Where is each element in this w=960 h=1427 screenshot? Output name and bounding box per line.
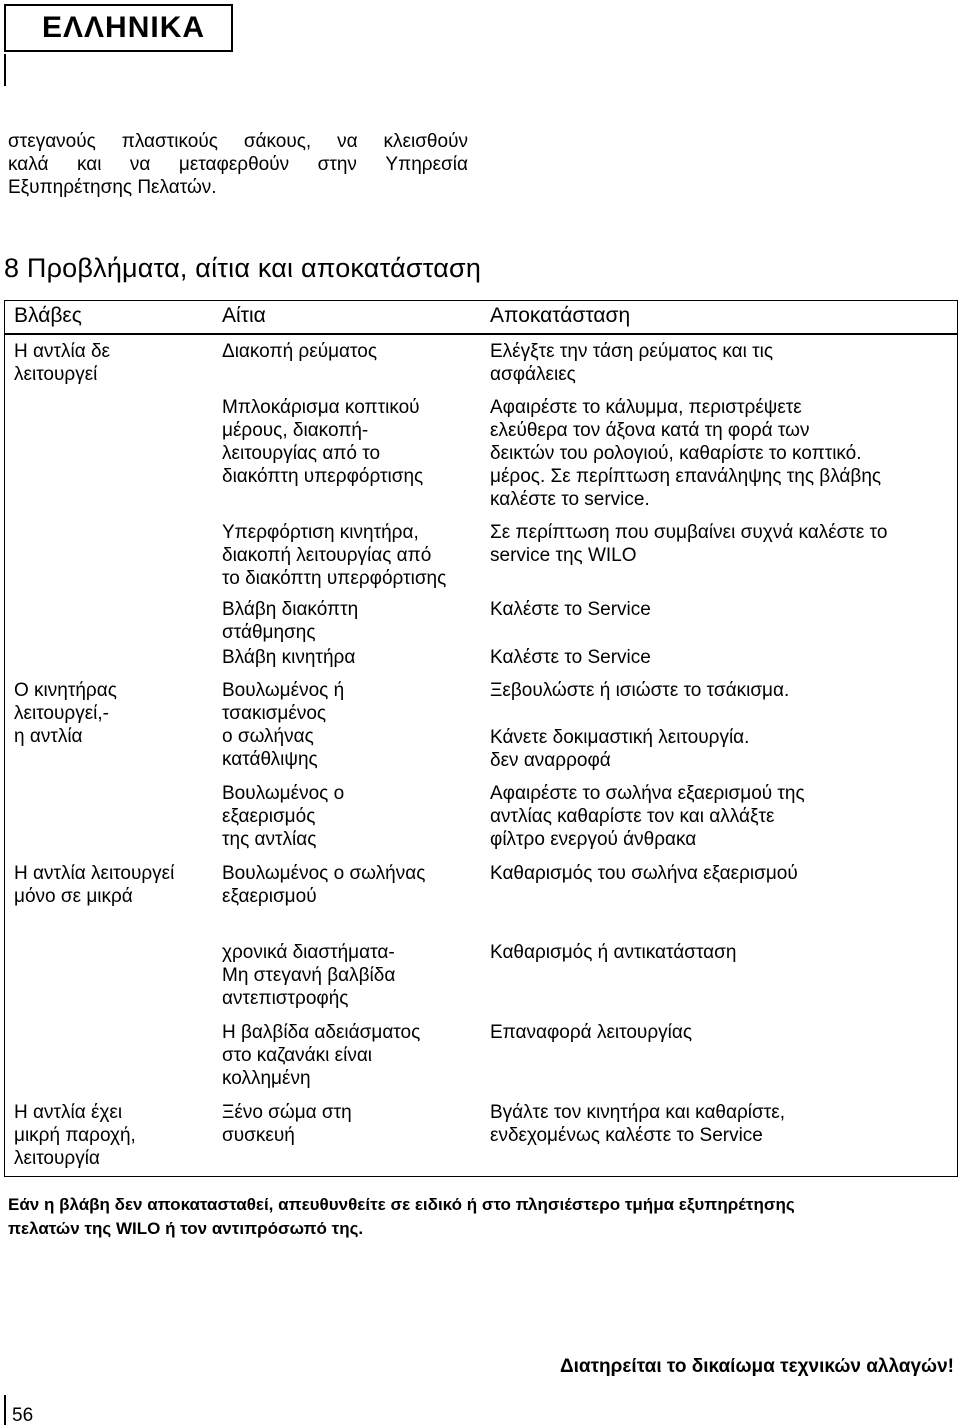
remedy-line: Βγάλτε τον κινητήρα και καθαρίστε,: [490, 1102, 785, 1123]
remedy-cell: [490, 521, 887, 567]
remedy-line: service της WILO: [490, 545, 637, 566]
remedy-line: καλέστε το service.: [490, 489, 650, 510]
cause-cell: [222, 598, 358, 644]
cause-line: το διακόπτη υπερφόρτισης: [222, 568, 447, 589]
fault-line: Η αντλία λειτουργεί: [14, 863, 175, 884]
fault-line: λειτουργεί,-: [14, 703, 109, 724]
intro-line: [8, 176, 468, 199]
intro-paragraph: [8, 130, 468, 199]
cause-line: Μη στεγανή βαλβίδα: [222, 965, 396, 986]
cause-cell: [222, 1101, 352, 1147]
fault-line: μόνο σε μικρά: [14, 886, 133, 907]
cause-cell: [222, 521, 446, 590]
cause-cell: [222, 1021, 420, 1090]
remedy-line: Ελέγξτε την τάση ρεύματος και τις: [490, 341, 774, 362]
intro-word: Υπηρεσία: [385, 154, 468, 175]
fault-line: Η αντλία έχει: [14, 1102, 123, 1123]
intro-word: να: [129, 154, 151, 175]
cause-line: συσκευή: [222, 1125, 295, 1146]
intro-word: και: [76, 154, 102, 175]
remedy-line: δεικτών του ρολογιού, καθαρίστε το κοπτικό.: [490, 443, 862, 464]
language-label: ΕΛΛΗΝΙΚΑ: [4, 4, 233, 52]
remedy-line: φίλτρο ενεργού άνθρακα: [490, 829, 697, 850]
remedy-cell: [490, 941, 736, 964]
intro-line: [8, 130, 468, 153]
remedy-line: Αφαιρέστε το κάλυμμα, περιστρέψετε: [490, 397, 802, 418]
cause-line: εξαερισμός: [222, 806, 316, 827]
intro-word: να: [337, 131, 358, 152]
cause-line: μέρους, διακοπή-: [222, 420, 369, 441]
cause-cell: [222, 340, 377, 363]
remedy-line: Ξεβουλώστε ή ισιώστε το τσάκισμα.: [490, 680, 790, 701]
fault-line: μικρή παροχή,: [14, 1125, 136, 1146]
intro-word: καλά: [8, 154, 49, 175]
remedy-line: δεν αναρροφά: [490, 750, 611, 771]
fault-line: λειτουργεί: [14, 364, 98, 385]
remedy-line: αντλίας καθαρίστε τον και αλλάξτε: [490, 806, 775, 827]
cause-line: Βουλωμένος ο σωλήνας: [222, 863, 426, 884]
intro-word: σάκους,: [243, 131, 312, 152]
cause-line: χρονικά διαστήματα-: [222, 942, 395, 963]
cause-line: κατάθλιψης: [222, 749, 318, 770]
page-number: 56: [12, 1405, 34, 1426]
fault-cell: [14, 340, 110, 386]
service-note-line: Εάν η βλάβη δεν αποκατασταθεί, απευθυνθείτε σε ειδικό ή στο πλησιέστερο τμήμα εξυπηρέτησης: [8, 1195, 795, 1214]
remedy-line: μέρος. Σε περίπτωση επανάληψης της βλάβης: [490, 466, 882, 487]
remedy-line: ελεύθερα τον άξονα κατά τη φορά των: [490, 420, 810, 441]
intro-word: πλαστικούς: [121, 131, 218, 152]
remedy-cell: [490, 340, 773, 386]
remedy-cell: [490, 1021, 692, 1044]
remedy-line: Καλέστε το Service: [490, 647, 651, 668]
rights-note: Διατηρείται το δικαίωμα τεχνικών αλλαγών!: [559, 1356, 954, 1377]
intro-word: μεταφερθούν: [178, 154, 290, 175]
remedy-cell: [490, 396, 881, 511]
remedy-line: Κάνετε δοκιμαστική λειτουργία.: [490, 727, 750, 748]
intro-line: [8, 153, 468, 176]
remedy-cell: [490, 862, 798, 885]
page-number-rule: [4, 1395, 6, 1425]
remedy-line: Καλέστε το Service: [490, 599, 651, 620]
intro-word: στεγανούς: [8, 131, 96, 152]
remedy-cell: [490, 679, 789, 702]
cause-line: Βλάβη κινητήρα: [222, 647, 356, 668]
cause-cell: [222, 679, 344, 771]
remedy-cell: [490, 782, 805, 851]
cause-line: εξαερισμού: [222, 886, 317, 907]
fault-cell: [14, 1101, 136, 1170]
remedy-line: ενδεχομένως καλέστε το Service: [490, 1125, 763, 1146]
remedy-line: Επαναφορά λειτουργίας: [490, 1022, 692, 1043]
fault-line: Ο κινητήρας: [14, 680, 117, 701]
intro-word: στην: [317, 154, 357, 175]
remedy-line: Καθαρισμός ή αντικατάσταση: [490, 942, 737, 963]
cause-line: Βλάβη διακόπτη: [222, 599, 359, 620]
remedy-cell: [490, 1101, 785, 1147]
header-divider: [4, 333, 958, 335]
remedy-cell: [490, 598, 651, 621]
cause-cell: [222, 396, 423, 488]
remedy-line: Σε περίπτωση που συμβαίνει συχνά καλέστε το: [490, 522, 888, 543]
cause-line: στάθμησης: [222, 622, 316, 643]
cause-line: ο σωλήνας: [222, 726, 314, 747]
remedy-line: Καθαρισμός του σωλήνα εξαερισμού: [490, 863, 798, 884]
cause-line: Μπλοκάρισμα κοπτικού: [222, 397, 420, 418]
header-causes: Αίτια: [222, 304, 266, 327]
cause-line: αντεπιστροφής: [222, 988, 349, 1009]
remedy-cell: [490, 726, 749, 772]
cause-line: τσακισμένος: [222, 703, 327, 724]
cause-cell: [222, 862, 425, 908]
troubleshooting-table: [4, 300, 958, 1177]
header-faults: Βλάβες: [14, 304, 82, 327]
cause-cell: [222, 646, 355, 669]
cause-line: κολλημένη: [222, 1068, 311, 1089]
fault-cell: [14, 679, 117, 748]
cause-line: Η βαλβίδα αδειάσματος: [222, 1022, 421, 1043]
fault-cell: [14, 862, 174, 908]
cause-line: Βουλωμένος ο: [222, 783, 345, 804]
cause-line: της αντλίας: [222, 829, 317, 850]
fault-line: λειτουργία: [14, 1148, 100, 1169]
service-note-line: πελατών της WILO ή τον αντιπρόσωπό της.: [8, 1219, 364, 1238]
cause-line: Διακοπή ρεύματος: [222, 341, 377, 362]
intro-word: Εξυπηρέτησης Πελατών.: [8, 177, 217, 198]
cause-line: στο καζανάκι είναι: [222, 1045, 373, 1066]
margin-rule: [4, 54, 6, 86]
section-title: 8 Προβλήματα, αίτια και αποκατάσταση: [4, 253, 482, 283]
header-remedy: Αποκατάσταση: [490, 304, 631, 327]
cause-line: Βουλωμένος ή: [222, 680, 345, 701]
cause-line: Ξένο σώμα στη: [222, 1102, 352, 1123]
cause-line: διακόπτη υπερφόρτισης: [222, 466, 424, 487]
remedy-line: Αφαιρέστε το σωλήνα εξαερισμού της: [490, 783, 805, 804]
cause-line: λειτουργίας από το: [222, 443, 381, 464]
fault-line: η αντλία: [14, 726, 83, 747]
remedy-line: ασφάλειες: [490, 364, 576, 385]
cause-line: Υπερφόρτιση κινητήρα,: [222, 522, 419, 543]
cause-line: διακοπή λειτουργίας από: [222, 545, 432, 566]
fault-line: Η αντλία δε: [14, 341, 111, 362]
cause-cell: [222, 782, 344, 851]
intro-word: κλεισθούν: [383, 131, 468, 152]
remedy-cell: [490, 646, 651, 669]
cause-cell: [222, 941, 395, 1010]
service-note: [8, 1193, 795, 1241]
